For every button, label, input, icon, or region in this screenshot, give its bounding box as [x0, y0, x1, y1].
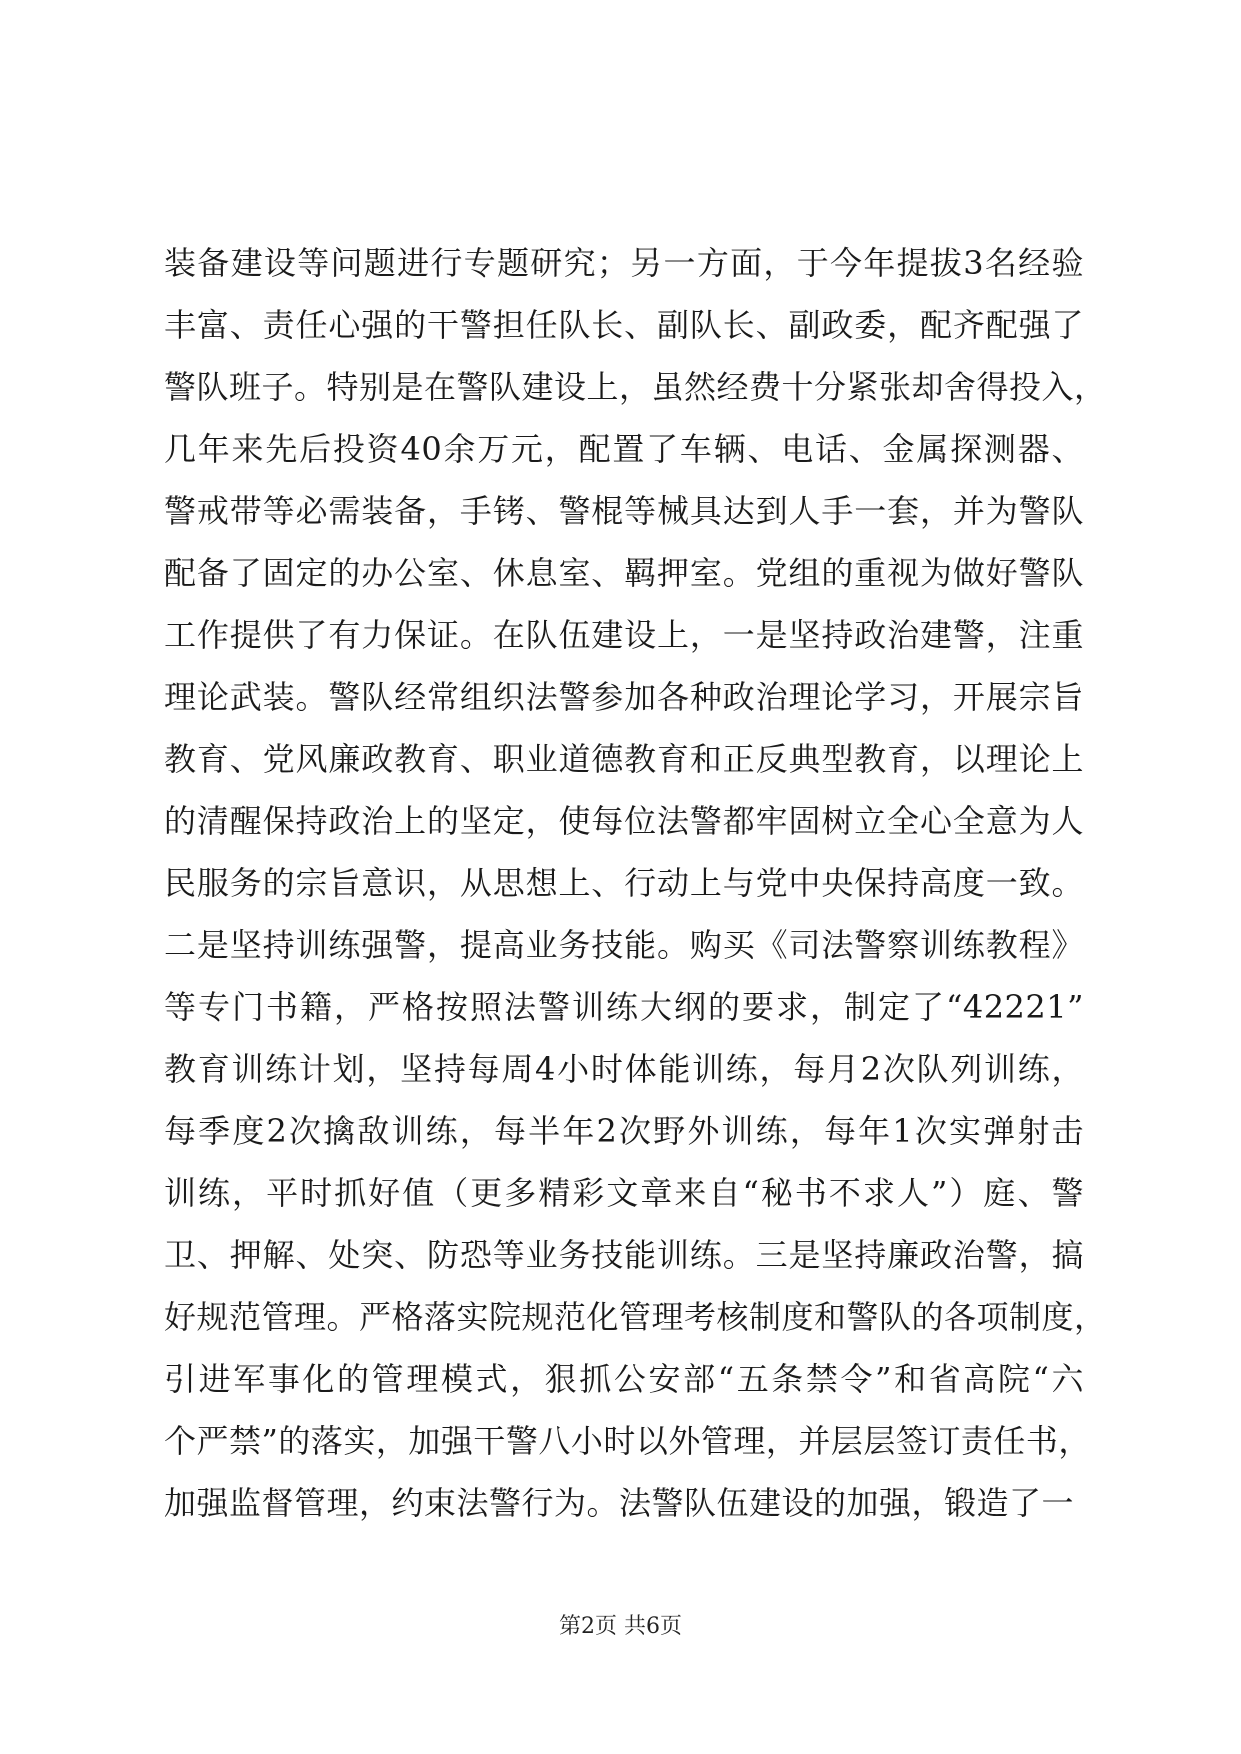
text-line: 工作提供了有力保证。在队伍建设上，一是坚持政治建警，注重: [164, 616, 1084, 654]
text-line: 丰富、责任心强的干警担任队长、副队长、副政委，配齐配强了: [164, 306, 1084, 344]
text-line: 理论武装。警队经常组织法警参加各种政治理论学习，开展宗旨: [164, 678, 1084, 716]
page-number-footer: 第2页 共6页: [559, 1614, 682, 1639]
text-line: 几年来先后投资40余万元，配置了车辆、电话、金属探测器、: [164, 430, 1084, 468]
text-line: 配备了固定的办公室、休息室、羁押室。党组的重视为做好警队: [164, 554, 1084, 592]
text-line: 警队班子。特别是在警队建设上，虽然经费十分紧张却舍得投入，: [164, 368, 1107, 406]
text-line: 加强监督管理，约束法警行为。法警队伍建设的加强，锻造了一: [164, 1484, 1075, 1522]
text-line: 的清醒保持政治上的坚定，使每位法警都牢固树立全心全意为人: [164, 802, 1084, 840]
text-line: 每季度2次擒敌训练，每半年2次野外训练，每年1次实弹射击: [164, 1112, 1084, 1150]
text-line: 训练，平时抓好值（更多精彩文章来自“秘书不求人”）庭、警: [164, 1174, 1084, 1212]
text-line: 教育训练计划，坚持每周4小时体能训练，每月2次队列训练，: [164, 1050, 1084, 1088]
body-paragraph: [164, 232, 1107, 1534]
text-line: 引进军事化的管理模式，狠抓公安部“五条禁令”和省高院“六: [164, 1360, 1084, 1398]
text-line: 民服务的宗旨意识，从思想上、行动上与党中央保持高度一致。: [164, 864, 1084, 902]
text-line: 等专门书籍，严格按照法警训练大纲的要求，制定了“42221”: [164, 988, 1084, 1026]
text-line: 卫、押解、处突、防恐等业务技能训练。三是坚持廉政治警，搞: [164, 1236, 1084, 1274]
text-line: 好规范管理。严格落实院规范化管理考核制度和警队的各项制度，: [164, 1298, 1107, 1336]
text-line: 二是坚持训练强警，提高业务技能。购买《司法警察训练教程》: [164, 926, 1084, 964]
text-line: 教育、党风廉政教育、职业道德教育和正反典型教育，以理论上: [164, 740, 1084, 778]
text-line: 警戒带等必需装备，手铐、警棍等械具达到人手一套，并为警队: [164, 492, 1084, 530]
text-line: 个严禁”的落实，加强干警八小时以外管理，并层层签订责任书，: [164, 1422, 1091, 1460]
text-line: 装备建设等问题进行专题研究；另一方面，于今年提拔3名经验: [164, 244, 1084, 282]
